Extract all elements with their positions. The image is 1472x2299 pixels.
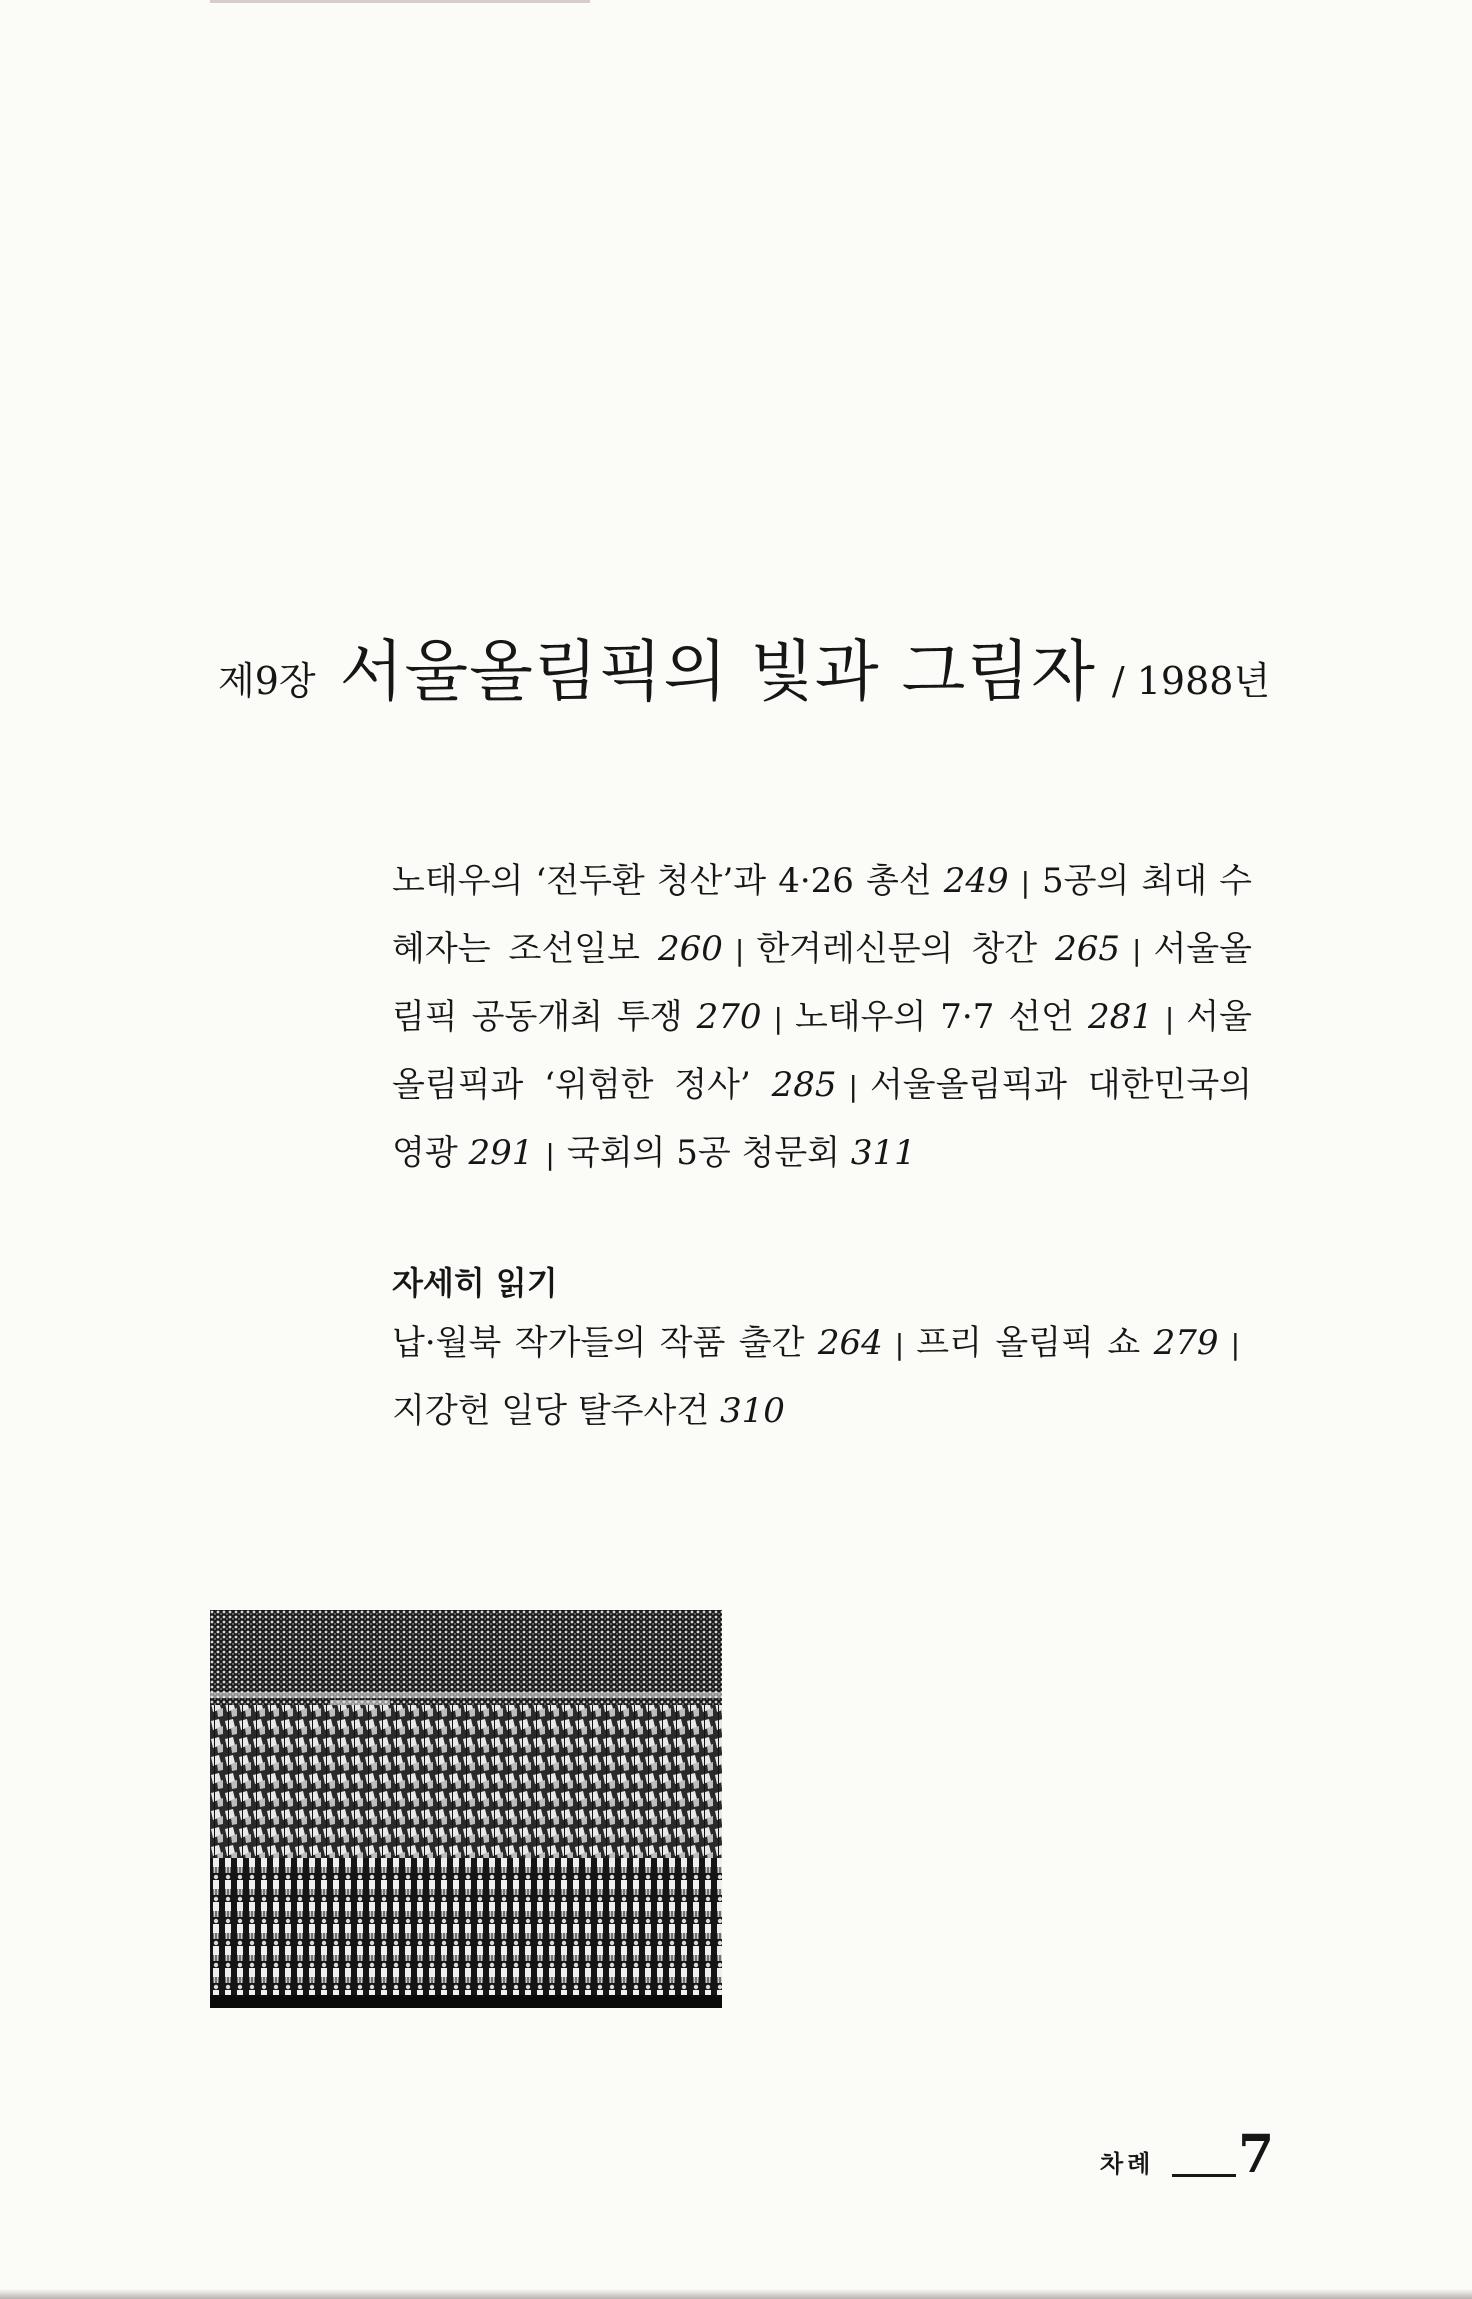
- page-edge-bottom: [0, 2289, 1472, 2299]
- toc-entry-title: 서울올림픽 공동개최 투쟁: [392, 929, 1253, 1037]
- toc-entry[interactable]: [392, 861, 1009, 901]
- toc-entry-title: 국회의 5공 청문회: [566, 1133, 841, 1173]
- reading-entry[interactable]: [392, 1323, 883, 1363]
- separator: |: [1230, 1328, 1240, 1361]
- toc-entry-title: 노태우의 ‘전두환 청산’과 4·26 총선: [392, 861, 932, 901]
- toc-entry-page: 249: [943, 861, 1009, 901]
- page-edge-top: [210, 0, 590, 3]
- photo-illustration: [210, 1610, 722, 2008]
- toc-entry-title: 한겨레신문의 창간: [756, 929, 1038, 969]
- toc-entry-title: 노태우의 7·7 선언: [794, 997, 1074, 1037]
- toc-entry[interactable]: [756, 929, 1120, 969]
- reading-entry-page: 310: [720, 1391, 785, 1431]
- toc-entry-page: 291: [468, 1133, 534, 1173]
- toc-entry-page: 265: [1055, 929, 1121, 969]
- chapter-year: / 1988년: [1111, 659, 1271, 703]
- reading-entry-title: 지강헌 일당 탈주사건: [392, 1391, 710, 1431]
- separator: |: [773, 1002, 783, 1035]
- reading-entry-page: 279: [1153, 1323, 1219, 1363]
- page-number: 7: [1238, 2124, 1275, 2185]
- reading-entry-title: 프리 올림픽 쇼: [916, 1323, 1141, 1363]
- toc-entry-title: 서울올림픽과 ‘위험한 정사’: [392, 997, 1252, 1105]
- separator: |: [1132, 934, 1142, 967]
- footer-label: 차례: [1100, 2150, 1155, 2178]
- reading-entries: [392, 1310, 1252, 1444]
- chapter-title: 서울올림픽의 빛과 그림자: [339, 633, 1096, 710]
- reading-entry-page: 264: [817, 1323, 883, 1363]
- reading-entry-title: 납·월북 작가들의 작품 출간: [392, 1323, 805, 1363]
- separator: |: [734, 934, 745, 967]
- chapter-heading: [218, 618, 1271, 713]
- reading-heading: 자세히 읽기: [392, 1264, 558, 1302]
- toc-entry-page: 285: [771, 1065, 837, 1105]
- separator: |: [848, 1070, 858, 1103]
- toc-entry-page: 281: [1087, 997, 1153, 1037]
- olympic-ceremony-photo: [210, 1610, 722, 2008]
- chapter-number: 제9장: [218, 659, 316, 703]
- footer-rule: [1172, 2174, 1236, 2177]
- toc-entries: [392, 848, 1252, 1188]
- reading-entry[interactable]: [392, 1391, 785, 1431]
- separator: |: [1020, 866, 1031, 899]
- separator: |: [545, 1138, 555, 1171]
- toc-entry-page: 311: [850, 1133, 916, 1173]
- page-footer: [1100, 2124, 1275, 2185]
- toc-entry[interactable]: [567, 1133, 916, 1173]
- toc-entry-page: 260: [657, 929, 723, 969]
- separator: |: [1164, 1002, 1175, 1035]
- toc-entry-title: 5공의 최대 수혜자는 조선일보: [392, 861, 1252, 969]
- toc-entry-page: 270: [696, 997, 762, 1037]
- toc-entry-title: 서울올림픽과 대한민국의 영광: [392, 1065, 1253, 1173]
- reading-entry[interactable]: [916, 1323, 1218, 1363]
- toc-entry[interactable]: [795, 997, 1153, 1037]
- separator: |: [894, 1328, 905, 1361]
